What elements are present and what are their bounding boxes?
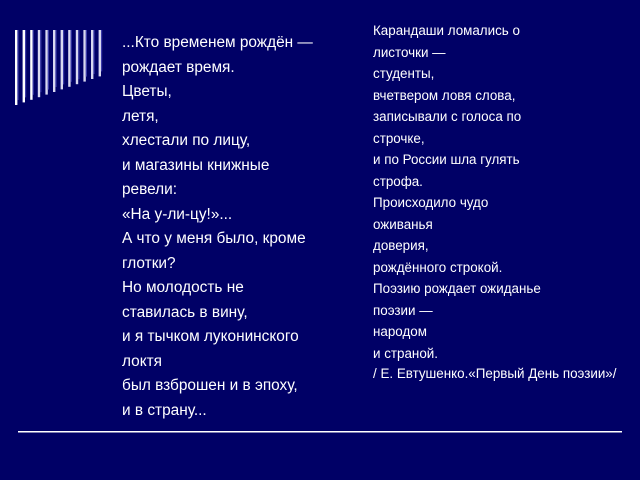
poem-line: записывали с голоса по xyxy=(373,109,522,124)
stripe xyxy=(76,30,78,84)
poem-line: студенты, xyxy=(373,66,435,81)
poem-line: и я тычком луконинского xyxy=(122,328,299,345)
stripe xyxy=(83,30,85,82)
stripe-shadow xyxy=(25,30,26,97)
stripe-shadow xyxy=(55,30,56,87)
poem-line: рождённого строкой. xyxy=(373,259,503,275)
poem-line: рождает время. xyxy=(122,58,235,76)
poem-line: Но молодость не xyxy=(122,279,244,296)
bottom-divider xyxy=(18,431,622,433)
poem-line: ...Кто временем рождён — xyxy=(122,34,313,51)
poem-line: летя, xyxy=(122,107,159,125)
right-poem xyxy=(373,20,635,383)
poem-line: доверия, xyxy=(373,238,429,253)
stripe-shadow xyxy=(63,30,64,84)
poem-line: народом xyxy=(373,324,427,339)
poem-line: хлестали по лицу, xyxy=(122,132,251,149)
poem-citation: / Е. Евтушенко.«Первый День поэзии»/ xyxy=(373,366,617,381)
poem-line: строчке, xyxy=(373,130,425,146)
poem-line: Происходило чудо xyxy=(373,195,489,210)
stripe xyxy=(45,30,47,95)
stripe-shadow xyxy=(71,30,72,82)
stripe-shadow xyxy=(40,30,41,92)
stripe xyxy=(38,30,40,97)
poem-line: глотки? xyxy=(122,254,176,272)
poem-line: вчетвером ловя слова, xyxy=(373,87,516,103)
stripe-shadow xyxy=(17,30,18,100)
poem-line: и страной. xyxy=(373,345,438,361)
poem-line: был взброшен и в эпоху, xyxy=(122,377,298,394)
poem-line: и в страну... xyxy=(122,401,207,419)
stripe-shadow xyxy=(48,30,49,90)
stripe xyxy=(15,30,17,105)
poem-line: Карандаши ломались о xyxy=(373,23,520,38)
decorative-stripes xyxy=(14,30,114,105)
stripe-shadow xyxy=(78,30,79,79)
stripe xyxy=(30,30,32,100)
stripe xyxy=(61,30,63,89)
poem-line: поэзии — xyxy=(373,302,433,318)
stripe-shadow xyxy=(93,30,94,74)
left-poem xyxy=(122,31,362,423)
poem-line: Цветы, xyxy=(122,83,172,100)
poem-line: локтя xyxy=(122,352,163,370)
poem-line: А что у меня было, кроме xyxy=(122,230,306,247)
poem-line: и магазины книжные xyxy=(122,156,270,174)
stripe xyxy=(99,30,101,76)
stripe-shadow xyxy=(86,30,87,77)
poem-line: строфа. xyxy=(373,173,423,189)
poem-line: Поэзию рождает ожиданье xyxy=(373,281,541,296)
stripe xyxy=(23,30,25,102)
stripe xyxy=(68,30,70,87)
stripe xyxy=(53,30,55,92)
poem-line: «На у-ли-цу!»... xyxy=(122,205,233,223)
poem-line: листочки — xyxy=(373,44,446,60)
poem-line: и по России шла гулять xyxy=(373,152,520,167)
stripe-shadow xyxy=(101,30,102,71)
stripe-shadow xyxy=(33,30,34,95)
poem-line: ставилась в вину, xyxy=(122,303,248,321)
poem-line: ревели: xyxy=(122,181,178,198)
poem-line: оживанья xyxy=(373,216,433,232)
stripe xyxy=(91,30,93,79)
